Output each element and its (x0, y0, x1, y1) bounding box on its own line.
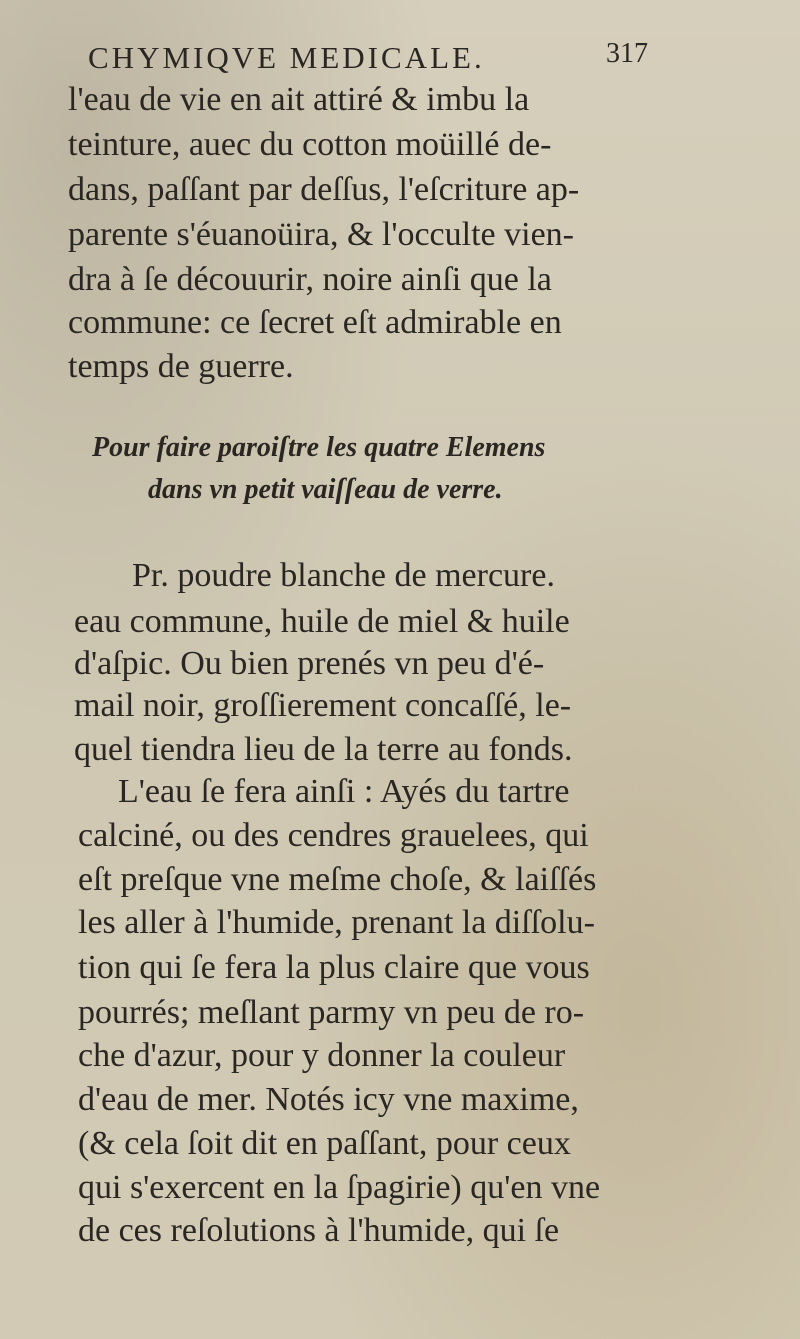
text-line: teinture, auec du cotton moüillé de- (68, 126, 552, 163)
text-line: eſt preſque vne meſme choſe, & laiſſés (78, 861, 597, 898)
text-line: dans, paſſant par deſſus, l'eſcriture ap- (68, 171, 580, 208)
text-line: l'eau de vie en ait attiré & imbu la (68, 81, 530, 118)
text-line: che d'azur, pour y donner la couleur (78, 1037, 566, 1074)
section-title-line: dans vn petit vaiſſeau de verre. (148, 474, 503, 505)
page-header (88, 32, 648, 82)
text-line: parente s'éuanoüira, & l'occulte vien- (68, 216, 574, 253)
text-line: L'eau ſe fera ainſi : Ayés du tartre (118, 773, 570, 810)
text-line: eau commune, huile de miel & huile (74, 603, 570, 640)
text-line: qui s'exercent en la ſpagirie) qu'en vne (78, 1169, 601, 1206)
text-line: dra à ſe découurir, noire ainſi que la (68, 261, 552, 298)
text-line: quel tiendra lieu de la terre au fonds. (74, 731, 573, 768)
text-line: de ces reſolutions à l'humide, qui ſe (78, 1212, 560, 1249)
text-line: commune: ce ſecret eſt admirable en (68, 304, 562, 341)
text-line: pourrés; meſlant parmy vn peu de ro- (78, 994, 585, 1031)
text-line: (& cela ſoit dit en paſſant, pour ceux (78, 1125, 571, 1162)
text-line: d'eau de mer. Notés icy vne maxime, (78, 1081, 579, 1118)
text-line: les aller à l'humide, prenant la diſſolu- (78, 904, 595, 941)
running-title: CHYMIQVE MEDICALE. (88, 40, 485, 75)
text-line: temps de guerre. (68, 348, 294, 385)
section-title-line: Pour faire paroiſtre les quatre Elemens (92, 432, 546, 463)
text-line: Pr. poudre blanche de mercure. (132, 557, 555, 594)
text-line: calciné, ou des cendres grauelees, qui (78, 817, 589, 854)
text-line: tion qui ſe fera la plus claire que vous (78, 949, 590, 986)
text-line: d'aſpic. Ou bien prenés vn peu d'é- (74, 645, 545, 682)
text-line: mail noir, groſſierement concaſſé, le- (74, 687, 572, 724)
page-number: 317 (606, 38, 648, 69)
